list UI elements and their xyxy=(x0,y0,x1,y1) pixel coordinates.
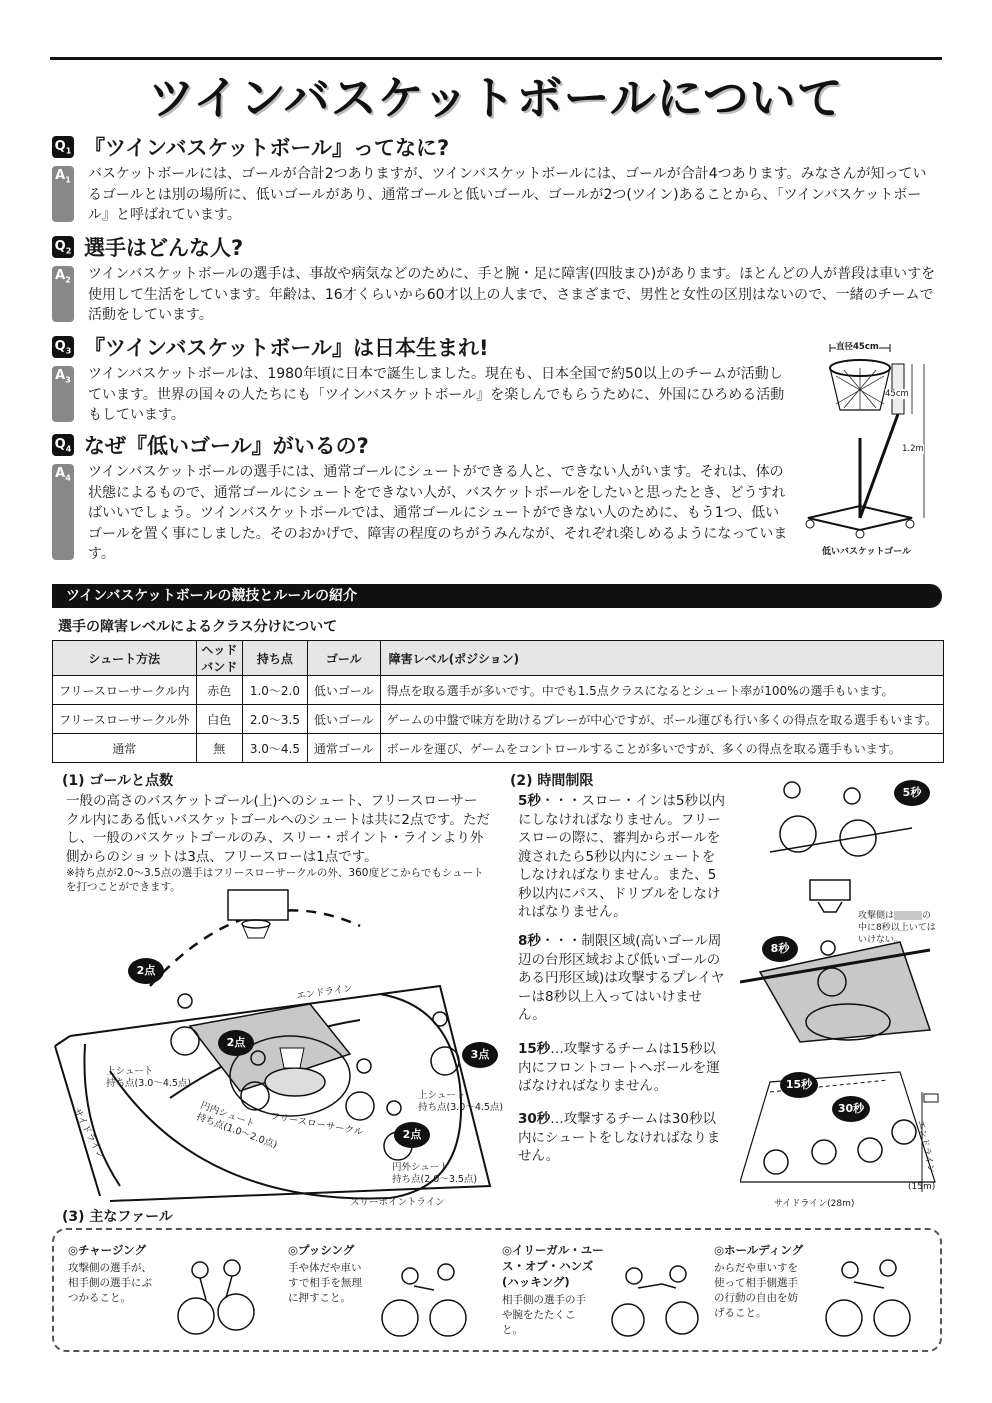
net-height-label: 45cm xyxy=(885,389,909,399)
q-badge: $Q_3$ xyxy=(52,336,74,358)
table-row xyxy=(53,734,944,763)
question-title: 『ツインバスケットボール』ってなに? xyxy=(84,136,450,160)
attack-note: 攻撃側は の 中に8秒以上いては いけない。 xyxy=(858,911,936,945)
a-badge: $A_3$ xyxy=(52,366,74,422)
circle-out-shoot-label: 円外シュート 持ち点(2.0〜3.5点) xyxy=(392,1162,478,1185)
qa-block-3 xyxy=(52,336,792,424)
table-row xyxy=(53,705,944,734)
col-header: 持ち点 xyxy=(242,641,307,676)
three-point-line-label: スリーポイントライン xyxy=(350,1197,445,1208)
time-illustrations xyxy=(740,772,942,1212)
circle-shoot-label: 円内シュート 持ち点(1.0〜2.0点) xyxy=(194,1100,279,1151)
col-header: ヘッドバンド xyxy=(196,641,242,676)
time-rule-5: 5秒・・・スロー・インは5秒以内にしなければなりません。フリースローの際に、審判からボールを渡されたら5秒以内にシュートをしなければなりません。また、5秒以内にパス、ドリブルをしなければなりません。 xyxy=(518,793,725,920)
points-badge: 3点 xyxy=(462,1042,498,1068)
qa-block-1 xyxy=(52,136,942,224)
time-badge: 8秒 xyxy=(762,936,798,962)
holding-illustration xyxy=(814,1240,924,1344)
points-badge: 2点 xyxy=(218,1030,254,1056)
sideline-28-label: サイドライン(28m) xyxy=(774,1199,855,1209)
question-title: なぜ『低いゴール』がいるの? xyxy=(84,434,369,458)
time-rule-30: 30秒…攻撃するチームは30秒以内にシュートをしなければなりません。 xyxy=(518,1111,721,1164)
foul-holding: ◎ホールディング からだや車いすを使って相手側選手の行動の自由を妨げること。 xyxy=(714,1243,804,1319)
foul-hacking: ◎イリーガル・ユース・オブ・ハンズ(ハッキング) 相手側の選手の手や腕をたたくこと。 xyxy=(502,1243,604,1336)
table-row xyxy=(53,676,944,705)
time-rule-15: 15秒…攻撃するチームは15秒以内にフロントコートへボールを運ばなければなりません。 xyxy=(518,1041,720,1094)
table-cell: 2.0〜3.5 xyxy=(242,705,307,734)
goals-heading: (1) ゴールと点数 xyxy=(62,773,174,789)
goals-text: 一般の高さのバスケットゴール(上)へのシュート、フリースローサークル内にある低いバスケットゴールへのシュートは共に2点です。ただし、一般のバスケットゴールのみ、スリー・ポイント・ラインより外側からのショットは3点、フリースローは1点です。 xyxy=(66,793,490,865)
table-cell: 低いゴール xyxy=(307,705,380,734)
endline-15-label: エンドライン xyxy=(914,1119,936,1175)
q-badge: $Q_4$ xyxy=(52,434,74,456)
table-cell: 白色 xyxy=(196,705,242,734)
qa-block-2 xyxy=(52,236,942,324)
q-badge: $Q_2$ xyxy=(52,236,74,258)
charging-illustration xyxy=(166,1240,266,1344)
table-cell: 無 xyxy=(196,734,242,763)
table-cell: 通常ゴール xyxy=(307,734,380,763)
class-heading: 選手の障害レベルによるクラス分けについて xyxy=(58,619,338,635)
a-badge: $A_2$ xyxy=(52,266,74,322)
fouls-box xyxy=(52,1228,942,1352)
answer-text: ツインバスケットボールは、1980年頃に日本で誕生しました。現在も、日本全国で約50以上のチームが活動しています。世界の国々の人たちにも「ツインバスケットボール』を楽しんでもらうために、外国にひろめる活動もしています。 xyxy=(88,366,785,423)
qa-block-4 xyxy=(52,434,792,562)
time-badge: 5秒 xyxy=(894,780,930,806)
answer-text: バスケットボールには、ゴールが合計2つありますが、ツインバスケットボールには、ゴールが合計4つあります。みなさんが知っているゴールとは別の場所に、低いゴールがあり、通常ゴールと低いゴール、ゴールが2つ(ツイン)あることから、「ツインバスケットボール』と呼ばれています。 xyxy=(88,166,927,223)
diameter-label: 直径45cm xyxy=(836,342,879,352)
restricted-area-swatch xyxy=(894,911,922,920)
time-rule-8: 8秒・・・制限区域(高いゴール周辺の台形区域および低いゴールのある円形区域)は攻撃するプレイヤーは8秒以上入ってはいけません。 xyxy=(518,933,725,1023)
upper-shoot-left-label: 上シュート 持ち点(3.0〜4.5点) xyxy=(106,1066,192,1089)
a-badge: $A_4$ xyxy=(52,464,74,560)
time-badge: 30秒 xyxy=(832,1096,870,1122)
page-title: ツインバスケットボールについて xyxy=(148,71,844,125)
hacking-illustration xyxy=(602,1244,712,1344)
freethrow-circle-label: フリースローサークル xyxy=(269,1110,364,1139)
table-cell: 赤色 xyxy=(196,676,242,705)
table-cell: 1.0〜2.0 xyxy=(242,676,307,705)
table-cell: フリースローサークル外 xyxy=(53,705,197,734)
table-cell: フリースローサークル内 xyxy=(53,676,197,705)
answer-text: ツインバスケットボールの選手は、事故や病気などのために、手と腕・足に障害(四肢まひ)があります。ほとんどの人が普段は車いすを使用して生活をしています。年齢は、16才くらいから60才以上の人まで、さまざまで、男性と女性の区別はないので、一緒のチームで活動をしています。 xyxy=(88,266,936,323)
answer-text: ツインバスケットボールの選手には、通常ゴールにシュートができる人と、できない人がいます。それは、体の状態によるもので、通常ゴールにシュートをできない人が、バスケットボールをしたいと思ったとき、どうすればいいでしょう。ツインバスケットボールでは、通常ゴールにシュートができない人のために、もう1つ、低いゴールを置く事にしました。そのおかげで、障害の程度のちがうみんなが、それぞれ楽しめるようになっています。 xyxy=(88,464,788,562)
total-height-label: 1.2m xyxy=(902,444,924,454)
low-goal-caption: 低いバスケットゴール xyxy=(822,547,912,557)
pushing-illustration xyxy=(374,1240,484,1344)
col-header: ゴール xyxy=(307,641,380,676)
col-header: シュート方法 xyxy=(53,641,197,676)
q-badge: $Q_1$ xyxy=(52,136,74,158)
court-diagram xyxy=(50,886,500,1206)
table-cell: ゲームの中盤で味方を助けるプレーが中心ですが、ボール運びも行い多くの得点を取る選手もいます。 xyxy=(380,705,943,734)
table-cell: 得点を取る選手が多いです。中でも1.5点クラスになるとシュート率が100%の選手もいます。 xyxy=(380,676,943,705)
question-title: 選手はどんな人? xyxy=(84,236,244,260)
table-cell: 低いゴール xyxy=(307,676,380,705)
table-cell: 3.0〜4.5 xyxy=(242,734,307,763)
col-header: 障害レベル(ポジション) xyxy=(380,641,943,676)
table-cell: ボールを運び、ゲームをコントロールすることが多いですが、多くの得点を取る選手もいます。 xyxy=(380,734,943,763)
points-badge: 2点 xyxy=(128,958,164,984)
time-badge: 15秒 xyxy=(780,1072,818,1098)
goals-note: ※持ち点が2.0〜3.5点の選手はフリースローサークルの外、360度どこからでもシュートを打つことができます。 xyxy=(66,867,484,893)
question-title: 『ツインバスケットボール』は日本生まれ! xyxy=(84,336,489,360)
time-heading: (2) 時間制限 xyxy=(510,773,594,789)
class-table xyxy=(52,640,944,763)
top-rule xyxy=(50,57,942,60)
low-goal-illustration xyxy=(800,338,940,548)
foul-charging: ◎チャージング 攻撃側の選手が、相手側の選手にぶつかること。 xyxy=(68,1243,152,1304)
section-bar: ツインバスケットボールの競技とルールの紹介 xyxy=(52,584,942,608)
endline-label: エンドライン xyxy=(295,983,354,1002)
endline-15-size: (15m) xyxy=(908,1182,936,1192)
a-badge: $A_1$ xyxy=(52,166,74,222)
table-cell: 通常 xyxy=(53,734,197,763)
upper-shoot-right-label: 上シュート 持ち点(3.0〜4.5点) xyxy=(418,1090,504,1113)
foul-pushing: ◎プッシング 手や体だや車いすで相手を無理に押すこと。 xyxy=(288,1243,362,1304)
fouls-heading: (3) 主なファール xyxy=(62,1209,173,1225)
points-badge: 2点 xyxy=(394,1122,430,1148)
sideline-label: サイドライン xyxy=(70,1106,107,1162)
